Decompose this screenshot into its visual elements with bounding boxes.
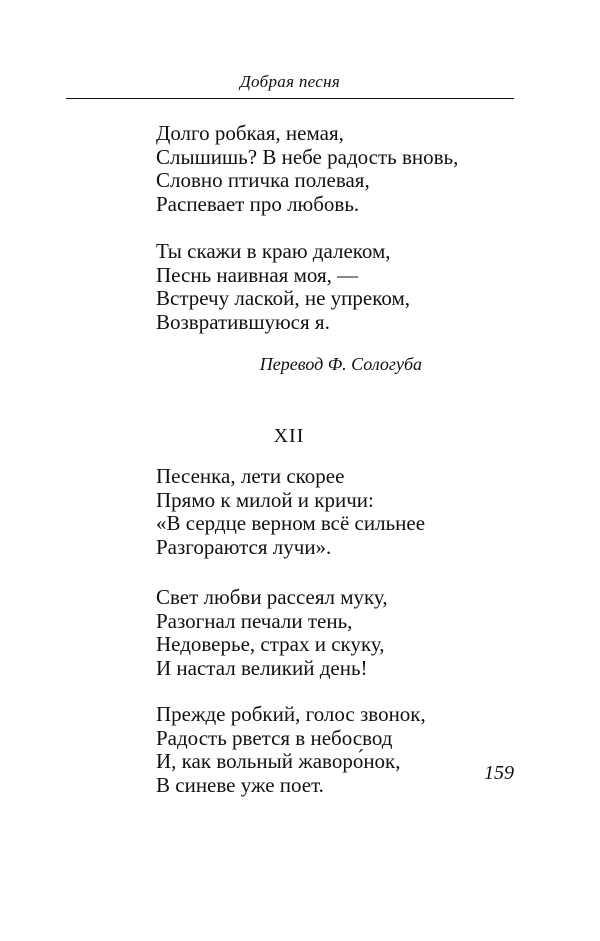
poem-line: Словно птичка полевая, bbox=[156, 168, 370, 192]
translator-attribution: Перевод Ф. Сологуба bbox=[259, 354, 422, 374]
stanza bbox=[156, 122, 458, 216]
poem-line: Прямо к милой и кричи: bbox=[156, 487, 374, 512]
stanza bbox=[156, 465, 425, 559]
poem-line: Недоверье, страх и скуку, bbox=[156, 632, 385, 656]
poem-line: Радость рвется в небосвод bbox=[156, 725, 393, 750]
poem-line: Слышишь? В небе радость вновь, bbox=[156, 144, 459, 169]
poem-number: XII bbox=[273, 425, 305, 447]
poem-line: Свет любви рассеял муку, bbox=[156, 585, 388, 609]
poem-line: Разгораются лучи». bbox=[156, 534, 332, 559]
poem-line: Песенка, лети скорее bbox=[156, 464, 345, 488]
poem-line: Прежде робкий, голос звонок, bbox=[156, 702, 426, 726]
poem-line: Песнь наивная моя, — bbox=[156, 262, 359, 287]
stanza bbox=[156, 586, 388, 680]
poem-line: И, как вольный жаворо́нок, bbox=[156, 749, 401, 773]
header-rule bbox=[66, 98, 514, 99]
running-head: Добрая песня bbox=[239, 72, 341, 91]
stanza bbox=[156, 703, 426, 797]
poem-line: В синеве уже поет. bbox=[156, 772, 324, 797]
poem-line: «В сердце верном всё сильнее bbox=[156, 511, 426, 535]
poem-line: И настал великий день! bbox=[156, 655, 368, 680]
poem-line: Распевает про любовь. bbox=[156, 191, 360, 216]
poem-line: Возвратившуюся я. bbox=[156, 309, 330, 334]
poem-line: Разогнал печали тень, bbox=[156, 608, 353, 633]
poem-line: Встречу лаской, не упреком, bbox=[156, 286, 411, 310]
poem-line: Ты скажи в краю далеком, bbox=[156, 239, 391, 263]
stanza bbox=[156, 240, 410, 334]
poem-line: Долго робкая, немая, bbox=[156, 121, 344, 145]
page-number: 159 bbox=[484, 762, 514, 784]
